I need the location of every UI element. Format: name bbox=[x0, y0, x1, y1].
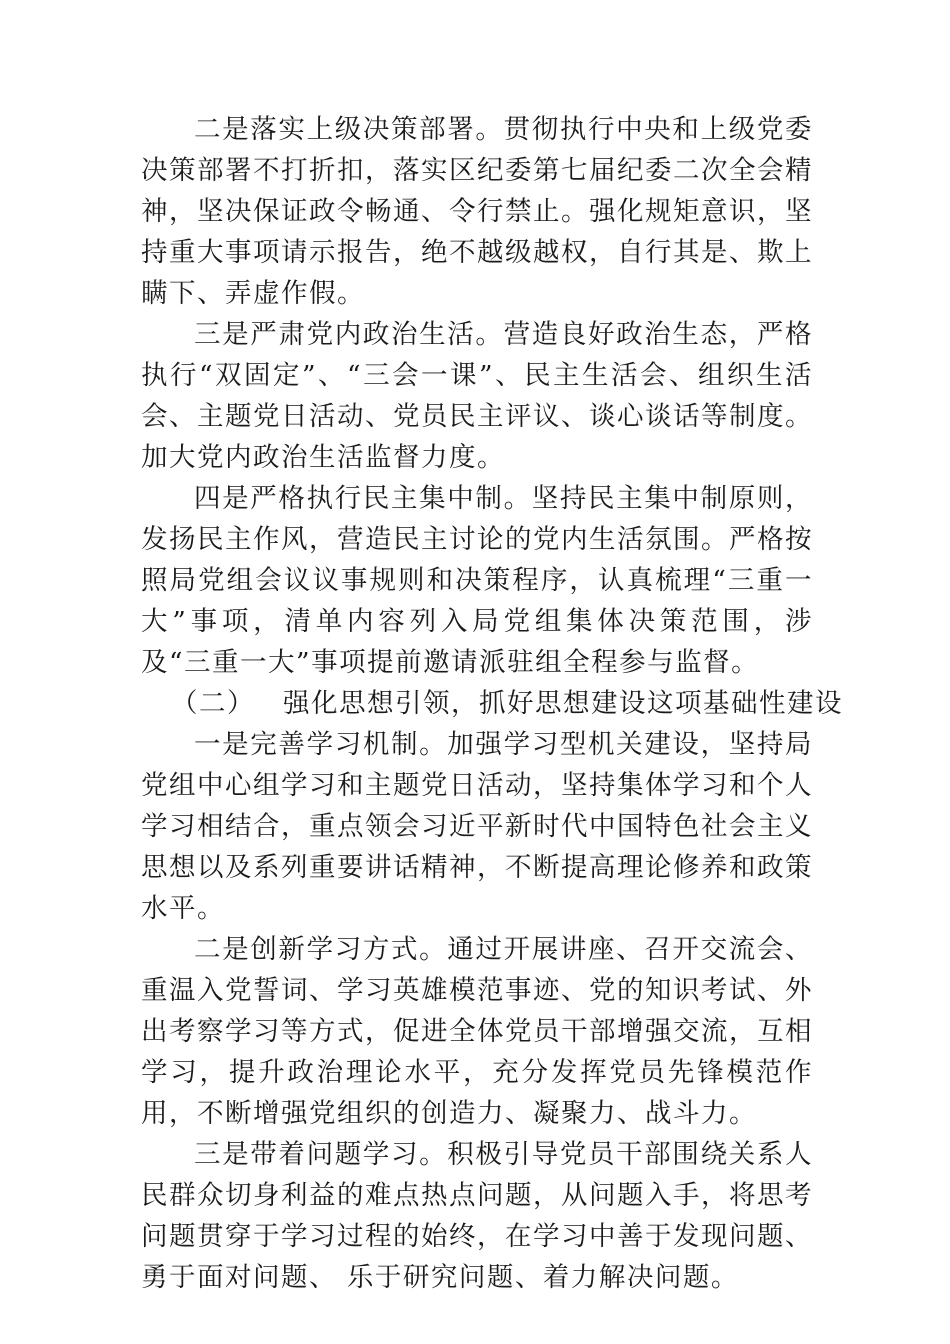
paragraph-learning-methods: 二是创新学习方式。通过开展讲座、召开交流会、重温入党誓词、学习英雄模范事迹、党的知识考试、外出考察学习等方式，促进全体党员干部增强交流，互相学习，提升政治理论水平，充分发挥党员先锋模范作用，不断增强党组织的创造力、凝聚力、战斗力。 bbox=[141, 934, 813, 1129]
paragraph-democratic-centralism: 四是严格执行民主集中制。坚持民主集中制原则，发扬民主作风，营造民主讨论的党内生活氛围。严格按照局党组会议议事规则和决策程序，认真梳理“三重一大”事项，清单内容列入局党组集体决策范围，涉及“三重一大”事项提前邀请派驻组全程参与监督。 bbox=[141, 483, 813, 678]
paragraph-political-life: 三是严肃党内政治生活。营造良好政治生态，严格执行“双固定”、“三会一课”、民主生活会、组织生活会、主题党日活动、党员民主评议、谈心谈话等制度。加大党内政治生活监督力度。 bbox=[141, 319, 813, 473]
paragraph-problem-learning: 三是带着问题学习。积极引导党员干部围绕关系人民群众切身利益的难点热点问题，从问题入手，将思考问题贯穿于学习过程的始终，在学习中善于发现问题、勇于面对问题、 乐于研究问题、着力解决问题。 bbox=[141, 1139, 813, 1293]
section-title: 强化思想引领，抓好思想建设这项基础性建设 bbox=[283, 688, 843, 719]
document-body bbox=[141, 109, 843, 1298]
section-number: （二） bbox=[171, 688, 255, 719]
paragraph-learning-mechanism: 一是完善学习机制。加强学习型机关建设，坚持局党组中心组学习和主题党日活动，坚持集体学习和个人学习相结合，重点领会习近平新时代中国特色社会主义思想以及系列重要讲话精神，不断提高理论修养和政策水平。 bbox=[141, 729, 813, 924]
section-heading bbox=[141, 683, 843, 724]
paragraph-implement-decisions: 二是落实上级决策部署。贯彻执行中央和上级党委决策部署不打折扣，落实区纪委第七届纪委二次全会精神，坚决保证政令畅通、令行禁止。强化规矩意识，坚持重大事项请示报告，绝不越级越权，自行其是、欺上瞒下、弄虚作假。 bbox=[141, 114, 813, 309]
